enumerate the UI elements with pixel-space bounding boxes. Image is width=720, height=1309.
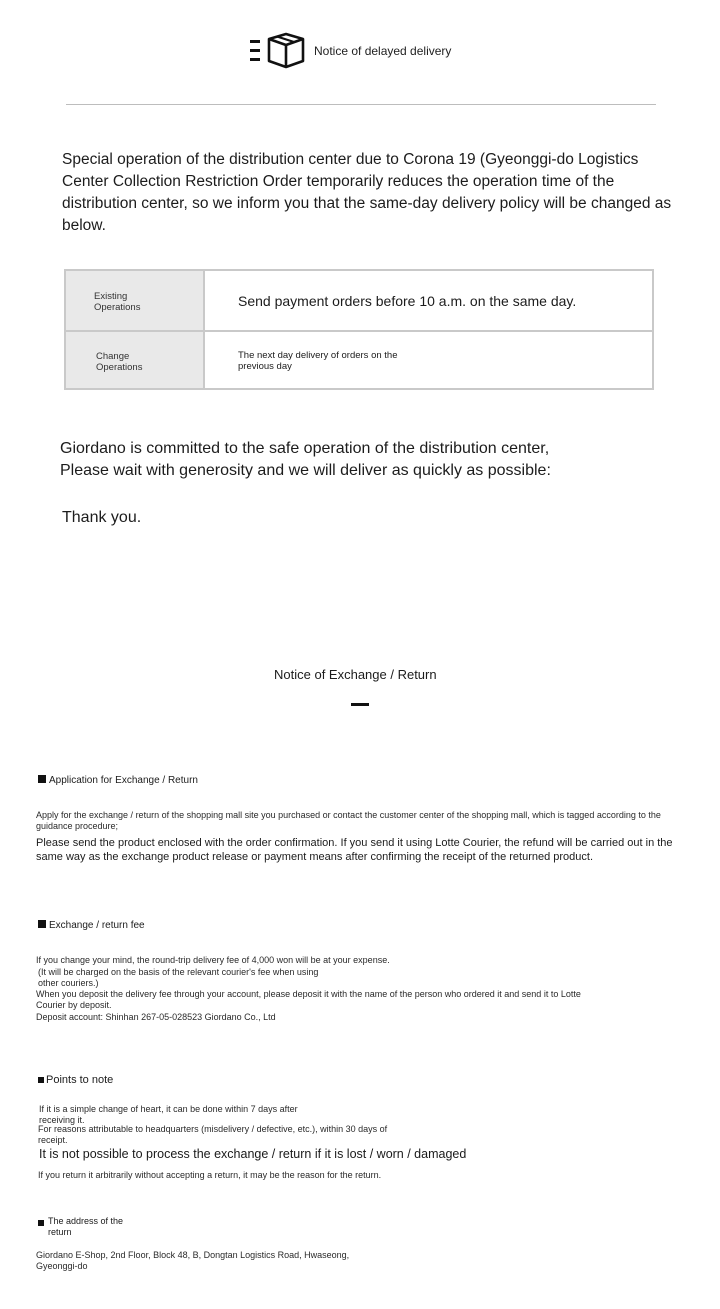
header-divider bbox=[66, 104, 656, 105]
square-bullet-icon bbox=[38, 775, 46, 783]
fee-line: When you deposit the delivery fee through your account, please deposit it with the name of the person who ordered it and send it to Lotte Courier by deposit. bbox=[36, 989, 581, 1010]
fee-line: If you change your mind, the round-trip delivery fee of 4,000 won will be at your expense. bbox=[36, 955, 390, 965]
existing-operations-label: Existing Operations bbox=[94, 291, 141, 313]
address-heading: The address of the return bbox=[38, 1216, 148, 1238]
title-underline bbox=[351, 703, 369, 706]
change-operations-label: Change Operations bbox=[96, 351, 143, 373]
intro-paragraph: Special operation of the distribution center due to Corona 19 (Gyeonggi-do Logistics Center Collection Restriction Order temporarily reduces the operation time of the distribution center, so we inform you that the same-day delivery policy will be changed as below. bbox=[62, 151, 672, 234]
note-line: If it is a simple change of heart, it can be done within 7 days after receiving it. bbox=[39, 1104, 298, 1125]
table-row-label bbox=[66, 271, 205, 330]
commitment-line: Please wait with generosity and we will deliver as quickly as possible: bbox=[60, 462, 551, 479]
operations-table bbox=[64, 269, 654, 390]
table-row-label bbox=[66, 332, 205, 388]
commitment-line: Giordano is committed to the safe operation of the distribution center, bbox=[60, 440, 550, 457]
application-paragraph: Please send the product enclosed with the order confirmation. If you send it using Lotte Courier, the refund will be carried out in the same way as the exchange product release or payment means after confirming the receipt of the returned product. bbox=[36, 837, 673, 863]
application-heading: Application for Exchange / Return bbox=[38, 775, 198, 787]
deposit-account: Deposit account: Shinhan 267-05-028523 Giordano Co., Ltd bbox=[36, 1012, 276, 1022]
change-operations-value: The next day delivery of orders on the previous day bbox=[238, 350, 398, 372]
commitment-paragraph bbox=[60, 438, 680, 482]
table-row bbox=[66, 271, 652, 332]
table-row bbox=[66, 332, 652, 388]
fee-line: (It will be charged on the basis of the relevant courier's fee when using other couriers.) bbox=[38, 967, 319, 988]
square-bullet-icon bbox=[38, 1220, 44, 1226]
page-title: Notice of delayed delivery bbox=[314, 44, 452, 58]
square-bullet-icon bbox=[38, 1077, 44, 1083]
exchange-section-title: Notice of Exchange / Return bbox=[274, 667, 437, 682]
fee-heading: Exchange / return fee bbox=[38, 920, 238, 932]
existing-operations-value: Send payment orders before 10 a.m. on the same day. bbox=[238, 293, 577, 309]
notes-heading: Points to note bbox=[38, 1074, 238, 1086]
note-line: For reasons attributable to headquarters (misdelivery / defective, etc.), within 30 days of receipt. bbox=[38, 1124, 388, 1145]
square-bullet-icon bbox=[38, 920, 46, 928]
note-line: If you return it arbitrarily without accepting a return, it may be the reason for the return. bbox=[38, 1170, 382, 1180]
return-address: Giordano E-Shop, 2nd Floor, Block 48, B, Dongtan Logistics Road, Hwaseong, Gyeonggi-do bbox=[36, 1250, 350, 1271]
delivery-box-icon bbox=[248, 31, 306, 69]
application-paragraph: Apply for the exchange / return of the shopping mall site you purchased or contact the customer center of the shopping mall, which is tagged according to the guidance procedure; bbox=[36, 810, 661, 831]
thanks-text: Thank you. bbox=[62, 509, 142, 526]
note-line: It is not possible to process the exchange / return if it is lost / worn / damaged bbox=[39, 1147, 467, 1161]
